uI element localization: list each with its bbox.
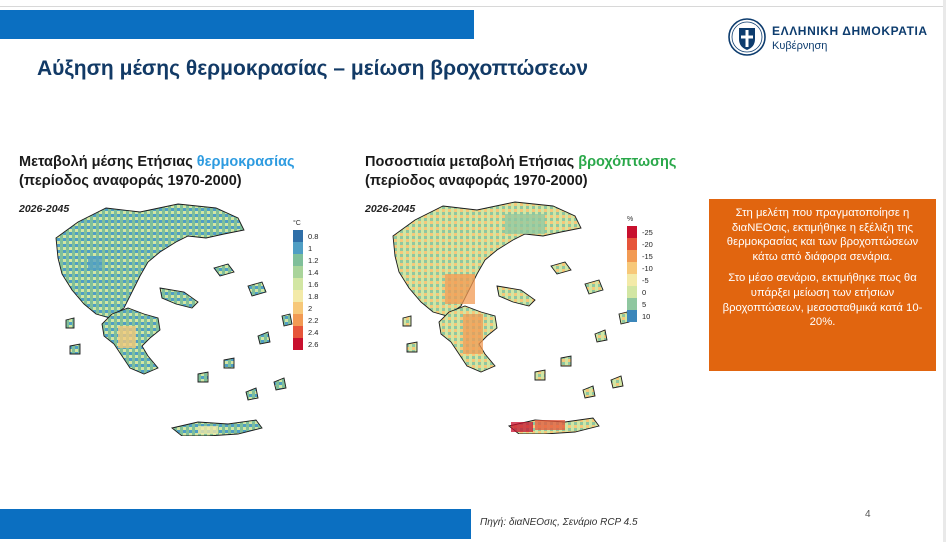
bottom-accent-bar — [0, 509, 471, 539]
legend-swatch — [627, 226, 637, 238]
legend-entry — [293, 266, 333, 278]
temperature-period: 2026-2045 — [19, 203, 70, 215]
map-highlight-area — [535, 420, 565, 430]
map-region — [561, 356, 571, 366]
legend-entry — [293, 314, 333, 326]
slide-title: Αύξηση μέσης θερμοκρασίας – μείωση βροχοπτώσεων — [37, 57, 589, 80]
legend-label: -15 — [642, 252, 653, 261]
legend-entry — [293, 230, 333, 242]
legend-entry — [627, 286, 667, 298]
precipitation-panel-title — [365, 153, 676, 191]
legend-entry — [627, 238, 667, 250]
legend-label: -20 — [642, 240, 653, 249]
legend-swatch — [293, 326, 303, 338]
logo-subtitle: Κυβέρνηση — [772, 40, 828, 52]
legend-swatch — [293, 314, 303, 326]
map-region — [595, 330, 607, 342]
legend-label: 1 — [308, 244, 313, 253]
precipitation-subtitle: (περίοδος αναφοράς 1970-2000) — [365, 173, 588, 189]
logo-title: ΕΛΛΗΝΙΚΗ ΔΗΜΟΚΡΑΤΙΑ — [772, 24, 928, 38]
legend-label: -25 — [642, 228, 653, 237]
precipitation-title-prefix: Ποσοστιαία μεταβολή Ετήσιας — [365, 154, 579, 170]
legend-entry — [293, 338, 333, 350]
map-region — [611, 376, 623, 388]
temperature-legend — [293, 220, 333, 360]
map-region — [248, 282, 266, 296]
temperature-panel-title — [19, 153, 295, 191]
map-highlight-area — [505, 214, 545, 234]
map-region — [198, 372, 208, 382]
legend-entry — [293, 326, 333, 338]
legend-entry — [627, 250, 667, 262]
legend-entry — [293, 290, 333, 302]
legend-entry — [627, 274, 667, 286]
legend-swatch — [627, 238, 637, 250]
temperature-subtitle: (περίοδος αναφοράς 1970-2000) — [19, 173, 242, 189]
precipitation-legend — [627, 216, 667, 336]
map-region — [407, 342, 417, 352]
map-region — [551, 262, 571, 274]
map-region — [70, 344, 80, 354]
legend-swatch — [627, 250, 637, 262]
map-region — [56, 204, 244, 318]
map-highlight-area — [511, 422, 533, 432]
legend-label: 1.4 — [308, 268, 319, 277]
legend-swatch — [293, 230, 303, 242]
page-number: 4 — [865, 509, 871, 520]
legend-swatch — [627, 298, 637, 310]
precipitation-period: 2026-2045 — [365, 203, 416, 215]
legend-swatch — [293, 302, 303, 314]
temperature-title-highlight: θερμοκρασίας — [196, 154, 295, 170]
legend-swatch — [293, 242, 303, 254]
legend-label: 0 — [642, 288, 647, 297]
legend-entry — [627, 262, 667, 274]
map-highlight-area — [118, 326, 136, 348]
legend-swatch — [293, 338, 303, 350]
map-highlight-area — [463, 314, 483, 354]
legend-label: 0.8 — [308, 232, 319, 241]
legend-label: 2.6 — [308, 340, 319, 349]
legend-label: 1.6 — [308, 280, 319, 289]
map-region — [403, 316, 411, 326]
legend-label: -5 — [642, 276, 649, 285]
legend-label: 1.2 — [308, 256, 319, 265]
legend-label: 10 — [642, 312, 651, 321]
map-region — [214, 264, 234, 276]
coat-of-arms-icon — [727, 17, 767, 57]
legend-entry — [627, 310, 667, 322]
legend-swatch — [627, 274, 637, 286]
map-region — [258, 332, 270, 344]
temperature-title-prefix: Μεταβολή μέσης Ετήσιας — [19, 154, 197, 170]
map-region — [497, 286, 535, 306]
precipitation-legend-unit: % — [627, 216, 634, 223]
map-highlight-area — [88, 256, 102, 270]
legend-entry — [293, 278, 333, 290]
map-region — [535, 370, 545, 380]
legend-swatch — [293, 266, 303, 278]
legend-label: 1.8 — [308, 292, 319, 301]
source-note: Πηγή: διαΝΕΟσις, Σενάριο RCP 4.5 — [480, 517, 638, 528]
legend-swatch — [627, 310, 637, 322]
legend-swatch — [627, 262, 637, 274]
temperature-legend-unit: °C — [293, 220, 301, 227]
map-region — [583, 386, 595, 398]
legend-label: 2.4 — [308, 328, 319, 337]
callout-paragraph-2: Στο μέσο σενάριο, εκτιμήθηκε πως θα υπάρξει μείωση των ετήσιων βροχοπτώσεων, μεσοσταθμικά κατά 10-20%. — [722, 272, 923, 329]
legend-entry — [293, 242, 333, 254]
map-region — [393, 202, 581, 316]
map-region — [282, 314, 292, 326]
top-accent-bar — [0, 10, 474, 39]
map-region — [224, 358, 234, 368]
legend-label: 2 — [308, 304, 313, 313]
government-logo — [727, 17, 927, 59]
map-region — [274, 378, 286, 390]
precipitation-title-highlight: βροχόπτωσης — [578, 154, 677, 170]
legend-label: 5 — [642, 300, 647, 309]
top-divider — [0, 6, 946, 7]
legend-entry — [627, 226, 667, 238]
legend-swatch — [627, 286, 637, 298]
legend-label: -10 — [642, 264, 653, 273]
callout-paragraph-1: Στη μελέτη που πραγματοποίησε η διαΝΕΟσις, εκτιμήθηκε η εξέλιξη της θερμοκρασίας και των βροχοπτώσεων κάτω από διάφορα σενάρια. — [726, 207, 919, 263]
legend-label: 2.2 — [308, 316, 319, 325]
map-highlight-area — [445, 274, 475, 304]
map-region — [246, 388, 258, 400]
map-region — [66, 318, 74, 328]
map-region — [160, 288, 198, 308]
map-region — [585, 280, 603, 294]
map-highlight-area — [198, 426, 218, 434]
study-callout — [709, 199, 936, 371]
legend-swatch — [293, 290, 303, 302]
legend-swatch — [293, 254, 303, 266]
legend-entry — [627, 298, 667, 310]
legend-swatch — [293, 278, 303, 290]
legend-entry — [293, 254, 333, 266]
legend-entry — [293, 302, 333, 314]
